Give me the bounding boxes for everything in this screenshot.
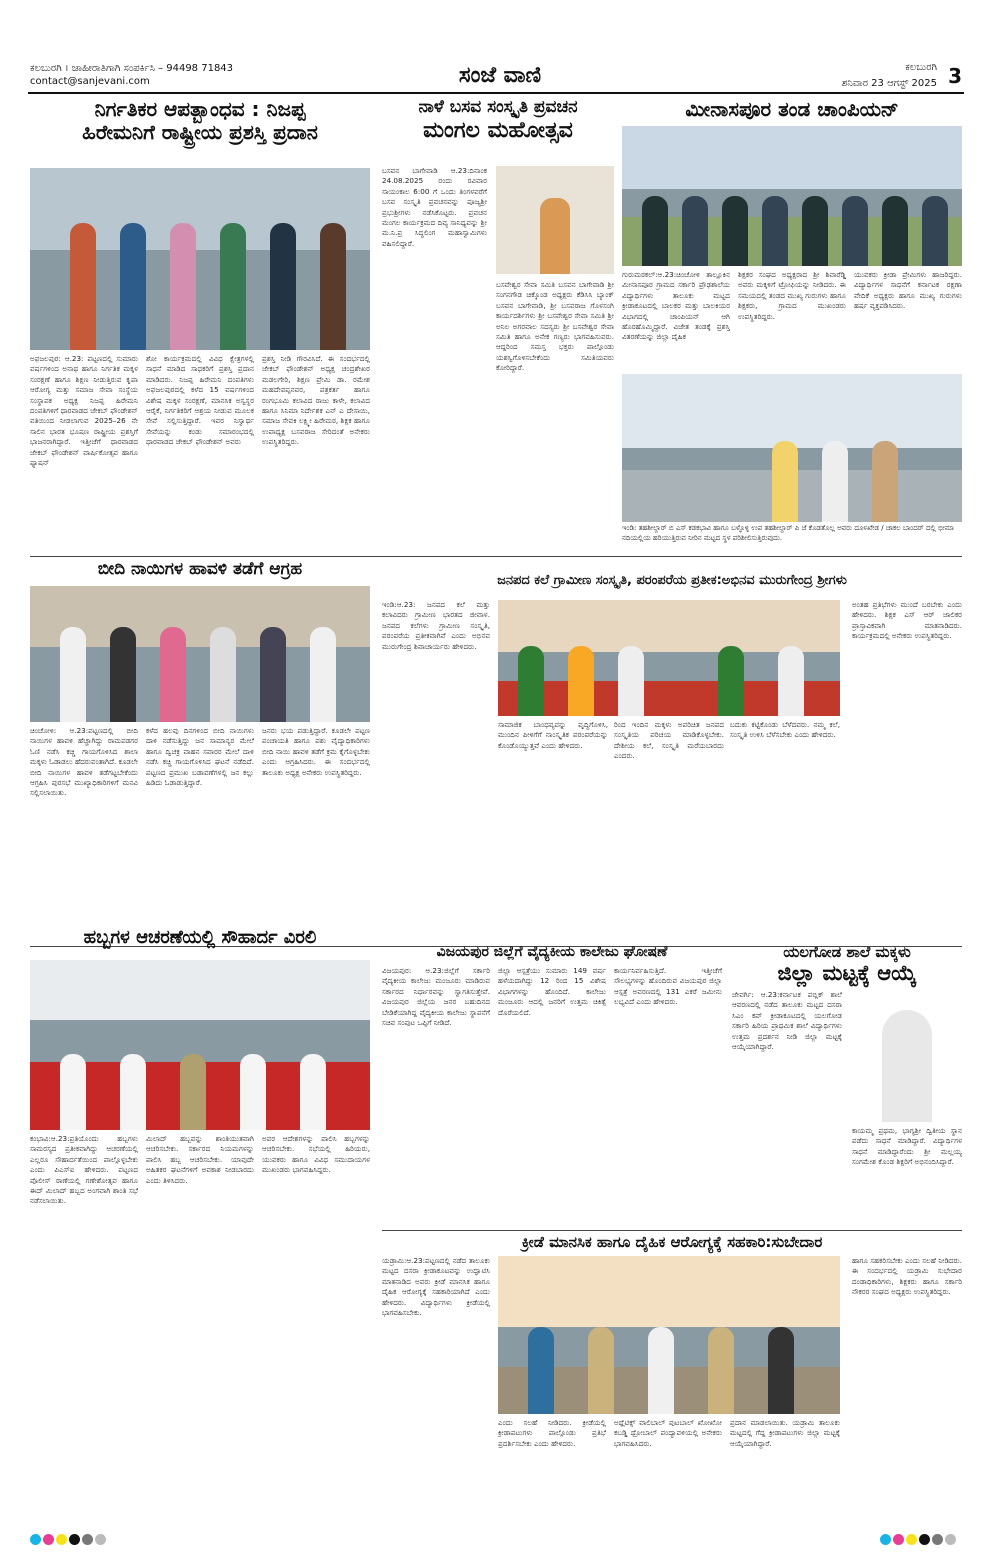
header-contact: [30, 62, 233, 88]
story-3-col-2: ಶಿಕ್ಷಕರ ಸಂಘದ ಅಧ್ಯಕ್ಷರಾದ ಶ್ರೀ ಶಿವಾರೆಡ್ಡಿ ಅವರು ಮಕ್ಕಳಿಗೆ ಟ್ರೋಫಿಯನ್ನು ನೀಡಿದರು. ಈ ಸಮಯದಲ್ಲಿ ತಂಡದ ಮುಖ್ಯ ಗುರುಗಳು ಹಾಗೂ ಶಿಕ್ಷಕರು, ಗ್ರಾಮದ ಮುಖಂಡರು ಉಪಸ್ಥಿತರಿದ್ದರು.: [738, 270, 846, 321]
story-1-col-3: ಪ್ರಶಸ್ತಿ ನೀಡಿ ಗೌರವಿಸಿದೆ. ಈ ಸಂದರ್ಭದಲ್ಲಿ ಜೇಕಬ್ ಫೌಂಡೇಶನ್ ಅಧ್ಯಕ್ಷ ಚಂದ್ರಶೇಖರ ಮಡಲಗೇರಿ, ಶಿಕ್ಷಣ ಪ್ರೇಮಿ ಡಾ. ರಮೇಶ ಮಹದೇವಪ್ಪನವರ, ಪತ್ರಕರ್ತ ಹಾಗೂ ರಂಗಭೂಮಿ ಕಲಾವಿದ ರಾಜು ಕಾಳೇ, ಕಲಾವಿದ ಹಾಗೂ ಸಿನಿಮಾ ನಿರ್ದೇಶಕ ಎನ್ ಎ ದೇಸಾಯಿ, ಸಮಾಜ ಸೇವಕಿ ಲಕ್ಷ್ಮೀ ಹಿರೇಮಠ, ಶಿಕ್ಷಕ ಹಾಗೂ ಉಪಾಧ್ಯಕ್ಷ ಬಸವರಾಜ ಸೇರಿದಂತೆ ಅನೇಕರು ಉಪಸ್ಥಿತರಿದ್ದರು.: [262, 354, 370, 447]
section-divider: [30, 556, 962, 557]
print-dot: [880, 1534, 891, 1545]
story-2-headline: [382, 98, 614, 143]
headline-line: ಯಲಗೋಡ ಶಾಲೆ ಮಕ್ಕಳು: [783, 943, 911, 961]
river-photo-caption: ಇಂಡಿ: ತಹಶೀಲ್ದಾರ್ ಬಿ ಎಸ್ ಕಡಕಭಾವಿ ಹಾಗೂ ಬಳ್ಳೊಳ್ಳಿ ಉಪ ತಹಶೀಲ್ದಾರ್ ಪಿ ಜೆ ಕೊಡತೊಲ್ಲ ಅವರು ದೂಳಖೇಡ / ಚಾಕಲ ಬಾಂದರ್ ದಲ್ಲಿ ಭೀಮಾ ನದಿಯಲ್ಲಿಯ ಹರಿಯುತ್ತಿರುವ ನೀರಿನ ಮಟ್ಟದ ಸ್ಥಳ ಪರಿಶೀಲಿಸುತ್ತಿರುವುದು.: [622, 524, 954, 542]
headline-line: ಹಿರೇಮನಿಗೆ ರಾಷ್ಟ್ರೀಯ ಪ್ರಶಸ್ತಿ ಪ್ರದಾನ: [82, 120, 318, 144]
story-2-col-1: ಬಸವನ ಬಾಗೇವಾಡಿ ಆ.23:ದಿನಾಂಕ 24.08.2025 ರಂದು ರವಿವಾರ ಸಾಯಂಕಾಲ 6:00 ಗೆ ಒಂದು ತಿಂಗಳವರೆಗೆ ಬಸವ ಸಂಸ್ಕೃತಿ ಪ್ರವಚನವನ್ನು ಪೂಜ್ಯಶ್ರೀ ಪ್ರಭುಶ್ರೀಗಳು ನಡೆಸಿಕೊಟ್ಟರು. ಪ್ರವಚನ ಮಂಗಲ ಕಾರ್ಯಕ್ರಮದ ದಿವ್ಯ ಸಾನಿಧ್ಯವನ್ನು ಶ್ರೀ ಮ.ನಿ.ಪ್ರ ಸಿದ್ಧಲಿಂಗ ಮಹಾಸ್ವಾಮಿಗಳು ವಹಿಸಲಿದ್ದಾರೆ.: [382, 166, 487, 248]
river-inspection-photo: [622, 374, 962, 522]
story-1-col-2: ಶೋ ಕಾರ್ಯಕ್ರಮದಲ್ಲಿ ವಿವಿಧ ಕ್ಷೇತ್ರಗಳಲ್ಲಿ ಸಾಧನೆ ಮಾಡಿದ ಸಾಧಕರಿಗೆ ಪ್ರಶಸ್ತಿ ಪ್ರದಾನ ಮಾಡಿದರು. ನಿಜಪ್ಪ ಹಿರೇಮನಿ ದಂಪತಿಗಳು ಅಫಜಲಪುರದಲ್ಲಿ ಕಳೆದ 15 ವರ್ಷಗಳಿಂದ ವಿಶೇಷ ಮಕ್ಕಳ ಸಂರಕ್ಷಣೆ, ಮಾನಸಿಕ ಅಸ್ವಸ್ಥರ ಆರೈಕೆ, ನಿರ್ಗತಿಕರಿಗೆ ಆಶ್ರಯ ನೀಡುವ ಮೂಲಕ ಸೇವೆ ಸಲ್ಲಿಸುತ್ತಿದ್ದಾರೆ. ಇವರ ನಿಸ್ವಾರ್ಥ ಸೇವೆಯನ್ನು ಕಂಡು ಸಮಾರಂಭದಲ್ಲಿ ಧಾರವಾಡದ ಜೇಕಬ್ ಫೌಂಡೇಶನ್ ಅವರು: [146, 354, 254, 447]
contact-email: contact@sanjevani.com: [30, 76, 150, 87]
story-4-headline: ಬೀದಿ ನಾಯಿಗಳ ಹಾವಳಿ ತಡೆಗೆ ಆಗ್ರಹ: [97, 559, 303, 579]
story-5-col-3: ರಿಂದ ಇಂದಿನ ಮಕ್ಕಳು ಅಪರಿಚಿತ ಜನಪದ ಸಂಸ್ಕೃತಿಯ ಪರಿಚಯ ಮಾಡಿಕೊಳ್ಳಬೇಕು. ದೇಶೀಯ ಕಲೆ, ಸಂಸ್ಕೃತಿ ಮರೆಯಬಾರದು ಎಂದರು.: [614, 720, 724, 761]
print-dot: [932, 1534, 943, 1545]
print-dot: [919, 1534, 930, 1545]
sports-event-photo: [498, 1256, 840, 1414]
print-dot: [30, 1534, 41, 1545]
story-9-col-5: ಹಾಗೂ ಸಹಕರಿಸಬೇಕು ಎಂದು ಸಲಹೆ ನೀಡಿದರು. ಈ ಸಂದರ್ಭದಲ್ಲಿ ಯಡ್ರಾಮಿ ಸುಭೇದಾರ ದಂಡಾಧಿಕಾರಿಗಳು, ಶಿಕ್ಷಕರು ಹಾಗೂ ಸರ್ಕಾರಿ ನೌಕರರ ಸಂಘದ ಅಧ್ಯಕ್ಷರು ಉಪಸ್ಥಿತರಿದ್ದರು.: [852, 1256, 962, 1297]
story-8-col-1: ಜೇವರ್ಗಿ: ಆ.23:ಕರ್ನಾಟಕ ಪಬ್ಲಿಕ್ ಶಾಲೆ ಆವರಣದಲ್ಲಿ ನಡೆದ ತಾಲೂಕು ಮಟ್ಟದ ದಸರಾ ಸಿಎಂ ಕಪ್ ಕ್ರೀಡಾಕೂಟದಲ್ಲಿ ಯಲಗೋಡ ಸರ್ಕಾರಿ ಹಿರಿಯ ಪ್ರಾಥಮಿಕ ಶಾಲೆ ವಿದ್ಯಾರ್ಥಿಗಳು ಉತ್ತಮ ಪ್ರದರ್ಶನ ನೀಡಿ ಜಿಲ್ಲಾ ಮಟ್ಟಕ್ಕೆ ಆಯ್ಕೆಯಾಗಿದ್ದಾರೆ.: [732, 990, 842, 1052]
masthead-logo: ಸಂಜೆ ವಾಣಿ: [458, 62, 542, 88]
print-dot: [82, 1534, 93, 1545]
story-7-col-3: ಕಾರ್ಯನಿರ್ವಹಿಸುತ್ತಿದೆ. ಇತ್ತೀಚೆಗೆ ಸೌಲಭ್ಯಗಳನ್ನು ಹೊಂದಿರುವ ವಿಜಯಪುರ ಜಿಲ್ಲಾ ಆಸ್ಪತ್ರೆ ಅವರಣದಲ್ಲಿ 131 ಎಕರೆ ಜಮೀನು ಲಭ್ಯವಿದೆ ಎಂದು ಹೇಳಿದರು.: [614, 966, 722, 1007]
header-rule: [28, 92, 964, 94]
story-9-col-4: ಪ್ರದಾನ ಮಾಡಲಾಯಿತು. ಯಡ್ರಾಮಿ ತಾಲೂಕು ಮಟ್ಟದಲ್ಲಿ ಗೆದ್ದ ಕ್ರೀಡಾಪಟುಗಳು ಜಿಲ್ಲಾ ಮಟ್ಟಕ್ಕೆ ಆಯ್ಕೆಯಾಗಿದ್ದಾರೆ.: [730, 1418, 840, 1448]
story-5-col-2: ಸಾಮಾಜಿಕ ಬಾಂಧವ್ಯವನ್ನು ವೃದ್ಧಿಗೊಳಿಸಿ, ಮುಂದಿನ ಪೀಳಿಗೆಗೆ ನಾಂಸ್ಕೃತಿಕ ಪರಂಪರೆಯನ್ನು ಕೊಂಡೊಯ್ಯುತ್ತವೆ ಎಂದು ಹೇಳಿದರು.: [498, 720, 608, 750]
story-6-col-2: ಮಿಲಾದ್ ಹಬ್ಬವನ್ನು ಶಾಂತಿಯುತವಾಗಿ ಆಚರಿಸಬೇಕು. ಸರ್ಕಾರದ ನಿಯಮಗಳನ್ನು ಪಾಲಿಸಿ ಹಬ್ಬ ಆಚರಿಸಬೇಕು. ಯಾವುದೇ ಅಹಿತಕರ ಘಟನೆಗಳಿಗೆ ಅವಕಾಶ ನೀಡಬಾರದು ಎಂದು ತಿಳಿಸಿದರು.: [146, 1134, 254, 1185]
story-6-col-1: ಕಂಭಾವಿ:ಆ.23:ಪ್ರತಿಯೊಂದು ಹಬ್ಬಗಳು ಸಾಮರಸ್ಯದ ಪ್ರತೀಕವಾಗಿದ್ದು ಆಚರಣೆಯಲ್ಲಿ ಎಲ್ಲರೂ ಸೌಹಾರ್ದತೆಯಿಂದ ಪಾಲ್ಗೊಳ್ಳಬೇಕು ಎಂದು ಪಿಎಸ್ಐ ಹೇಳಿದರು. ಪಟ್ಟಣದ ಪೊಲೀಸ್ ಠಾಣೆಯಲ್ಲಿ ಗಣೇಶೋತ್ಸವ ಹಾಗೂ ಈದ್ ಮಿಲಾದ್ ಹಬ್ಬದ ಅಂಗವಾಗಿ ಶಾಂತಿ ಸಭೆ ನಡೆಸಲಾಯಿತು.: [30, 1134, 138, 1206]
print-registration-dots-left: [30, 1530, 108, 1549]
print-dot: [906, 1534, 917, 1545]
page-number: 3: [948, 64, 962, 88]
story-9-col-3: ಅಥ್ಲೆಟಿಕ್ಸ್ ವಾಲಿಬಾಲ್ ಪುಟಬಾಲ್ ಖೋಖೋ ಕಬಡ್ಡಿ ಥ್ರೋಬಾಲ್ ಪಂದ್ಯಾವಳಿಯಲ್ಲಿ ಅನೇಕರು ಭಾಗವಹಿಸಿದರು.: [614, 1418, 722, 1448]
story-6-headline: ಹಬ್ಬಗಳ ಆಚರಣೆಯಲ್ಲಿ ಸೌಹಾರ್ದ ವಿರಲಿ: [83, 927, 317, 948]
headline-line: ಜಿಲ್ಲಾ ಮಟ್ಟಕ್ಕೆ ಆಯ್ಕೆ: [777, 961, 917, 986]
story-8-col-2: ಕಾಯಮ್ಮ ಪ್ರಥಮ, ಭಾಗ್ಯಶ್ರೀ ದ್ವಿತೀಯ ಸ್ಥಾನ ಪಡೆದು ಸಾಧನೆ ಮಾಡಿದ್ದಾರೆ. ವಿದ್ಯಾರ್ಥಿಗಳ ಸಾಧನೆ ಮಾಡಿದ್ದಾರೆಂದು ಶ್ರೀ ಮಲ್ಲಯ್ಯ ಸಂಗಮೇಶ ಕೊಂಡ ಶಿಕ್ಷರಿಗೆ ಅಭಿನಂದಿಸಿದ್ದಾರೆ.: [852, 1126, 962, 1167]
story-5-headline: ಜನಪದ ಕಲೆ ಗ್ರಾಮೀಣ ಸಂಸ್ಕೃತಿ, ಪರಂಪರೆಯ ಪ್ರತೀಕ:ಅಭಿನವ ಮುರುಗೇಂದ್ರ ಶ್ರೀಗಳು: [497, 573, 847, 588]
story-2-col-2: ಬಸವೇಶ್ವರ ಸೇವಾ ಸಮಿತಿ ಬಸವನ ಬಾಗೇವಾಡಿ ಶ್ರೀ ಸಂಗನಗೌಡ ಚಿಕ್ಕೊಂಡ ಅಧ್ಯಕ್ಷರು ಕೆಡಿಸಿಸಿ ಬ್ಯಾಂಕ್ ಬಸವನ ಬಾಗೇವಾಡಿ, ಶ್ರೀ ಬಸವರಾಜ ಗೊಳಸಂಗಿ ಕಾರ್ಯದರ್ಶಿಗಳು ಶ್ರೀ ಬಸವೇಶ್ವರ ಸೇವಾ ಸಮಿತಿ ಶ್ರೀ ಅನಿಲ ಅಗರವಾಲ ಸದಸ್ಯರು ಶ್ರೀ ಬಸವೇಶ್ವರ ಸೇವಾ ಸಮಿತಿ ಹಾಗೂ ಅನೇಕ ಗಣ್ಯರು ಭಾಗವಹಿಸುವರು. ಆದ್ದರಿಂದ ಸಮಸ್ತ ಭಕ್ತರು ಪಾಲ್ಗೊಂಡು ಯಶಸ್ವಿಗೊಳಿಸಬೇಕೆಂದು ಸಮಿತಿಯವರು ಕೋರಿದ್ದಾರೆ.: [496, 280, 614, 373]
peace-meeting-photo: [30, 960, 370, 1130]
print-dot: [69, 1534, 80, 1545]
story-7-headline: ವಿಜಯಪುರ ಜಿಲ್ಲೆಗೆ ವೈದ್ಯಕೀಯ ಕಾಲೇಜು ಘೋಷಣೆ: [436, 944, 668, 960]
story-3-col-3: ಯುವಕರು ಕ್ರೀಡಾ ಪ್ರೇಮಿಗಳು ಹಾಜರಿದ್ದರು. ವಿದ್ಯಾರ್ಥಿಗಳ ಸಾಧನೆಗೆ ಕರ್ನಾಟಕ ರಕ್ಷಣಾ ವೇದಿಕೆ ಅಧ್ಯಕ್ಷರು ಹಾಗೂ ಮುಖ್ಯ ಗುರುಗಳು ಹರ್ಷ ವ್ಯಕ್ತಪಡಿಸಿದರು.: [854, 270, 962, 311]
story-1-col-1: ಅಫಜಲಪುರ: ಆ.23: ಪಟ್ಟಣದಲ್ಲಿ ಸುಮಾರು ವರ್ಷಗಳಿಂದ ಅನಾಥ ಹಾಗೂ ನಿರ್ಗತಿಕ ಮಕ್ಕಳ ಸಂರಕ್ಷಣೆ ಹಾಗೂ ಶಿಕ್ಷಣ ನೀಡುತ್ತಿರುವ ಕೃಪಾ ಆರೋಗ್ಯ ಮತ್ತು ಸಮಾಜ ಸೇವಾ ಸಂಸ್ಥೆಯ ಸಂಸ್ಥಾಪಕ ಅಧ್ಯಕ್ಷ ನಿಜಪ್ಪ ಹಿರೇಮನಿ ದಂಪತಿಗಳಿಗೆ ಧಾರವಾಡದ ಜೇಕಬ್ ಫೌಂಡೇಶನ್ ವತಿಯಿಂದ ನೀಡಲಾಗುವ 2025–26 ನೇ ಸಾಲಿನ ಭಾರತ ಭೂಷಣ ರಾಷ್ಟ್ರೀಯ ಪ್ರಶಸ್ತಿಗೆ ಭಾಜನರಾಗಿದ್ದಾರೆ. ಇತ್ತೀಚೆಗೆ ಧಾರವಾಡದ ಜೇಕಬ್ ಫೌಂಡೇಶನ್ ವಾರ್ಷಿಕೋತ್ಸವ ಹಾಗೂ ಫ್ಯಾಷನ್: [30, 354, 138, 468]
story-9-col-2: ಎಂದು ಸಲಹೆ ನೀಡಿದರು. ಕ್ರೀಡೆಯಲ್ಲಿ ಕ್ರೀಡಾಪಟುಗಳು ಪಾಲ್ಗೊಂಡು ಪ್ರತಿಭೆ ಪ್ರದರ್ಶಿಸಬೇಕು ಎಂದು ಹೇಳಿದರು.: [498, 1418, 606, 1448]
print-dot: [56, 1534, 67, 1545]
story-3-col-1: ಗುರುಮಠಕಲ್:ಆ.23:ಚಿಂಚೋಳಿ ತಾಲ್ಲೂಕಿನ ಮೀನಾಸಪೂರ ಗ್ರಾಮದ ಸರ್ಕಾರಿ ಪ್ರೌಢಶಾಲೆಯ ವಿದ್ಯಾರ್ಥಿಗಳು ತಾಲೂಕು ಮಟ್ಟದ ಕ್ರೀಡಾಕೂಟದಲ್ಲಿ ಬಾಲಕರ ಮತ್ತು ಬಾಲಕಿಯರ ವಿಭಾಗದಲ್ಲಿ ಚಾಂಪಿಯನ್ ಆಗಿ ಹೊರಹೊಮ್ಮಿದ್ದಾರೆ. ವಿಜೇತ ತಂಡಕ್ಕೆ ಪ್ರಶಸ್ತಿ ವಿತರಣೆಯನ್ನು ಜಿಲ್ಲಾ ದೈಹಿಕ: [622, 270, 730, 342]
story-9-col-1: ಯಡ್ರಾಮಿ:ಆ.23:ಪಟ್ಟಣದಲ್ಲಿ ನಡೆದ ತಾಲೂಕು ಮಟ್ಟದ ದಸರಾ ಕ್ರೀಡಾಕೂಟವನ್ನು ಉದ್ಘಾಟಿಸಿ ಮಾತನಾಡಿದ ಅವರು ಕ್ರೀಡೆ ಮಾನಸಿಕ ಹಾಗೂ ದೈಹಿಕ ಆರೋಗ್ಯಕ್ಕೆ ಸಹಕಾರಿಯಾಗಿದೆ ಎಂದು ಹೇಳಿದರು. ವಿದ್ಯಾರ್ಥಿಗಳು ಕ್ರೀಡೆಯಲ್ಲಿ ಭಾಗವಹಿಸಬೇಕು.: [382, 1256, 490, 1318]
story-7-col-1: ವಿಜಯಪುರ: ಆ.23:ಜಿಲ್ಲೆಗೆ ಸರ್ಕಾರಿ ವೈದ್ಯಕೀಯ ಕಾಲೇಜು ಮಂಜೂರು ಮಾಡಿರುವ ಸರ್ಕಾರದ ನಿರ್ಧಾರವನ್ನು ಸ್ವಾಗತಿಸುತ್ತೇವೆ. ವಿಜಯಪುರ ಜಿಲ್ಲೆಯ ಜನರ ಬಹುದಿನದ ಬೇಡಿಕೆಯಾಗಿದ್ದ ವೈದ್ಯಕೀಯ ಕಾಲೇಜು ಸ್ಥಾಪನೆಗೆ ಸಚಿವ ಸಂಪುಟ ಒಪ್ಪಿಗೆ ನೀಡಿದೆ.: [382, 966, 490, 1028]
student-portrait: [852, 990, 962, 1122]
folk-art-program-photo: [498, 600, 840, 716]
story-9-headline: ಕ್ರೀಡೆ ಮಾನಸಿಕ ಹಾಗೂ ದೈಹಿಕ ಆರೋಗ್ಯಕ್ಕೆ ಸಹಕಾರಿ:ಸುಬೇದಾರ: [521, 1233, 823, 1251]
story-4-col-3: ಜನರು ಭಯ ಪಡುತ್ತಿದ್ದಾರೆ. ಕೂಡಲೇ ಪಟ್ಟಣ ಪಂಚಾಯತಿ ಹಾಗೂ ಪಶು ವೈದ್ಯಾಧಿಕಾರಿಗಳು ಬೀದಿ ನಾಯಿ ಹಾವಳಿ ತಡೆಗೆ ಕ್ರಮ ಕೈಗೊಳ್ಳಬೇಕು ಎಂದು ಆಗ್ರಹಿಸಿದರು. ಈ ಸಂದರ್ಭದಲ್ಲಿ ತಾಲೂಕು ಅಧ್ಯಕ್ಷ ಅನೇಕರು ಉಪಸ್ಥಿತರಿದ್ದರು.: [262, 726, 370, 777]
story-8-headline: [732, 944, 962, 985]
story-5-col-1: ಇಂಡಿ:ಆ.23: ಜನಪದ ಕಲೆ ಮತ್ತು ಕಲಾವಿದರು ಗ್ರಾಮೀಣ ಭಾರತದ ಜೀವಾಳ. ಜನಪದ ಕಲೆಗಳು ಗ್ರಾಮೀಣ ಸಂಸ್ಕೃತಿ, ಪರಂಪರೆಯ ಪ್ರತೀಕವಾಗಿವೆ ಎಂದು ಅಭಿನವ ಮುರುಗೇಂದ್ರ ಶಿವಾಚಾರ್ಯರು ಹೇಳಿದರು.: [382, 600, 490, 651]
award-photo: [30, 168, 370, 350]
headline-line: ಮಂಗಲ ಮಹೋತ್ಸವ: [423, 117, 573, 143]
header-date: ಶನಿವಾರ 23 ಆಗಸ್ಟ್ 2025: [841, 78, 937, 89]
print-dot: [945, 1534, 956, 1545]
print-dot: [43, 1534, 54, 1545]
headline-line: ನಾಳೆ ಬಸವ ಸಂಸ್ಕೃತಿ ಪ್ರವಚನ: [418, 97, 578, 117]
story-5-col-5: ಅಂತಹ ಪ್ರತಿಭೆಗಳು ಮುಂದೆ ಬರಬೇಕು ಎಂದು ಹೇಳಿದರು. ಶಿಕ್ಷಕ ಎಸ್ ಆರ್ ಜಾಲಿಕರ ಪ್ರಾಸ್ತಾವಿಕವಾಗಿ ಮಾತನಾಡಿದರು. ಕಾರ್ಯಕ್ರಮದಲ್ಲಿ ಅನೇಕರು ಉಪಸ್ಥಿತರಿದ್ದರು.: [852, 600, 962, 641]
print-dot: [95, 1534, 106, 1545]
story-7-col-2: ಜಿಲ್ಲಾ ಆಸ್ಪತ್ರೆಯು ಸುಮಾರು 149 ವರ್ಷ ಹಳೆಯದಾಗಿದ್ದು 12 ರಿಂದ 15 ವಿಶೇಷ ವಿಭಾಗಗಳನ್ನು ಹೊಂದಿದೆ. ಕಾಲೇಜು ಮಂಜೂರು ಆದಲ್ಲಿ ಜನರಿಗೆ ಉತ್ತಮ ಚಿಕಿತ್ಸೆ ದೊರೆಯಲಿದೆ.: [498, 966, 606, 1017]
header-city: ಕಲಬುರಗಿ: [905, 62, 937, 73]
advert-contact-line: ಕಲಬುರಗಿ । ಜಾಹೀರಾತಿಗಾಗಿ ಸಂಪರ್ಕಿಸಿ – 94498 71843: [30, 63, 234, 74]
story-6-col-3: ಅವರ ಆದೇಶಗಳನ್ನು ಪಾಲಿಸಿ ಹಬ್ಬಗಳನ್ನು ಆಚರಿಸಬೇಕು. ಸಭೆಯಲ್ಲಿ ಹಿರಿಯರು, ಯುವಕರು ಹಾಗೂ ವಿವಿಧ ಸಮುದಾಯಗಳ ಮುಖಂಡರು ಭಾಗವಹಿಸಿದ್ದರು.: [262, 1134, 370, 1175]
champion-team-photo: [622, 126, 962, 266]
print-registration-dots-right: [880, 1530, 958, 1549]
story-3-headline: ಮೀನಾಸಪೂರ ತಂಡ ಚಾಂಪಿಯನ್: [685, 97, 899, 121]
story-4-col-2: ಕಳೆದ ಹಲವು ದಿನಗಳಿಂದ ಬೀದಿ ನಾಯಿಗಳು ದಾಳಿ ನಡೆಸುತ್ತಿದ್ದು ಜನ ಸಾಮಾನ್ಯರ ಮೇಲೆ ಹಾಗೂ ದ್ವಿಚಕ್ರ ವಾಹನ ಸವಾರರ ಮೇಲೆ ದಾಳಿ ನಡೆಸಿ ಕಚ್ಚಿ ಗಾಯಗೊಳಿಸಿದ ಘಟನೆ ನಡೆದಿದೆ. ಪಟ್ಟಣದ ಪ್ರಮುಖ ಬಡಾವಣೆಗಳಲ್ಲಿ ಜನ ಕಲ್ಲು ಹಿಡಿದು ಓಡಾಡುತ್ತಿದ್ದಾರೆ.: [146, 726, 254, 788]
story-5-col-4: ಬದುಕು ಕಟ್ಟಿಕೊಂಡು ಬೆಳೆದವರು. ನಮ್ಮ ಕಲೆ, ಸಂಸ್ಕೃತಿ ಉಳಿಸಿ ಬೆಳೆಸಬೇಕು ಎಂದು ಹೇಳಿದರು.: [730, 720, 840, 740]
print-dot: [893, 1534, 904, 1545]
story-4-col-1: ಚಿಂಚೋಳಿ: ಆ.23:ಪಟ್ಟಣದಲ್ಲಿ ಬೀದಿ ನಾಯಿಗಳ ಹಾವಳಿ ಹೆಚ್ಚಾಗಿದ್ದು ರಾಮಪಡಗರ ಓಣಿ ನಡೆಸಿ ಕಚ್ಚಿ ಗಾಯಗೊಳಿಸಿದ ಶಾಲಾ ಮಕ್ಕಳು ಓಡಾಡಲು ಹೆದರುವಂತಾಗಿದೆ. ಕೂಡಲೇ ಬೀದಿ ನಾಯಿಗಳ ಹಾವಳಿ ತಡೆಗಟ್ಟಬೇಕೆಂದು ಆಗ್ರಹಿಸಿ ಪುರಸಭೆ ಮುಖ್ಯಾಧಿಕಾರಿಗಳಿಗೆ ಮನವಿ ಸಲ್ಲಿಸಲಾಯಿತು.: [30, 726, 138, 798]
basava-portrait: [496, 166, 614, 274]
story-1-headline: [30, 98, 370, 144]
stray-dog-memorandum-photo: [30, 586, 370, 722]
section-divider: [382, 1230, 962, 1231]
headline-line: ನಿರ್ಗತಿಕರ ಆಪತ್ಬಾಂಧವ : ನಿಜಪ್ಪ: [94, 97, 306, 121]
